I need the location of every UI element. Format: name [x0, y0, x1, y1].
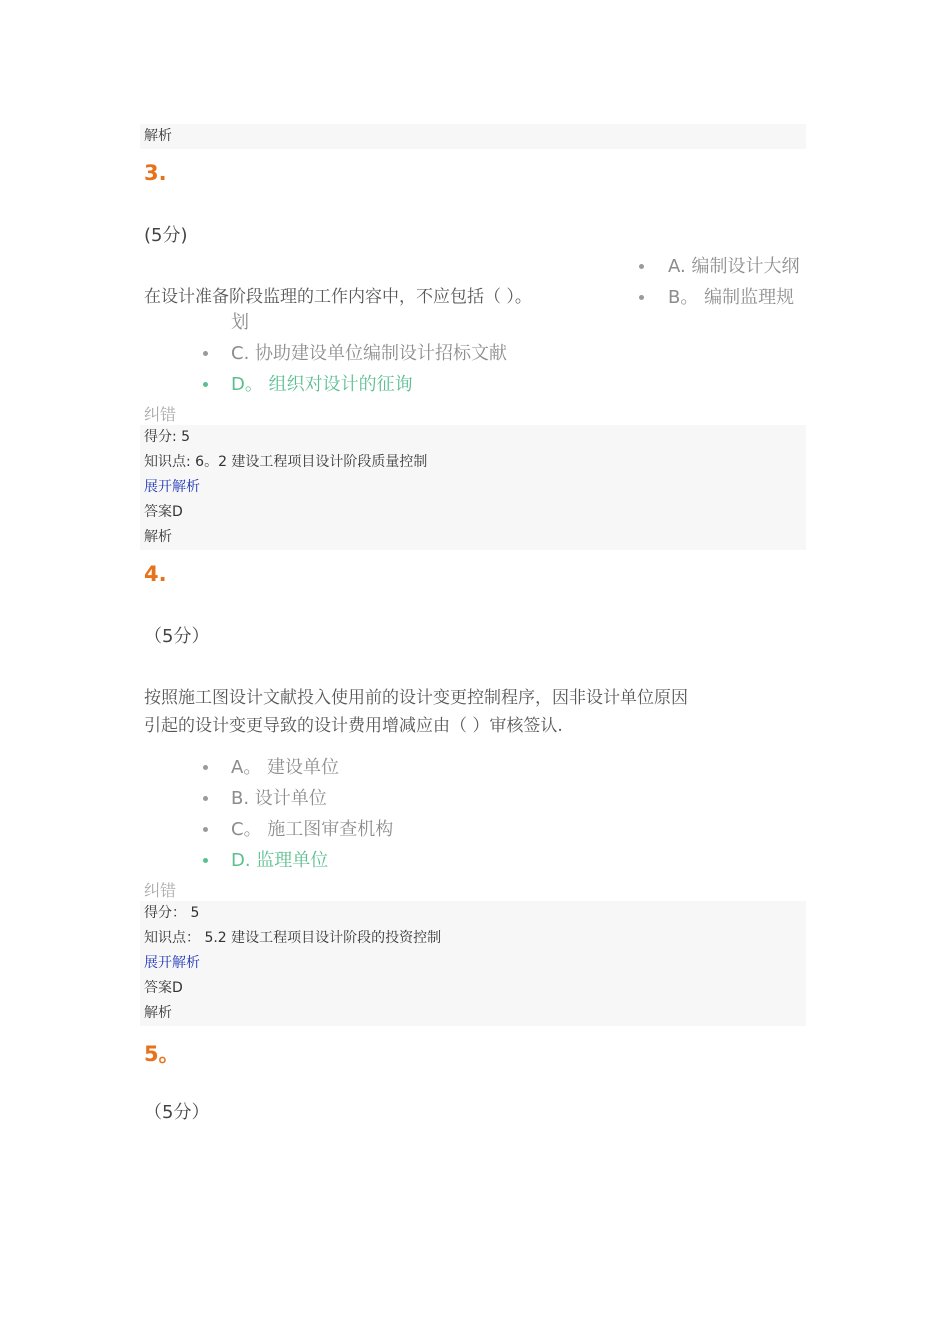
option-d[interactable]: D。 组织对设计的征询	[231, 374, 413, 395]
analysis-panel-prev	[140, 124, 806, 149]
result-panel	[140, 425, 806, 550]
score-text: 得分: 5	[144, 429, 191, 445]
bullet-icon	[639, 264, 644, 269]
expand-analysis-link[interactable]: 展开解析	[144, 479, 200, 495]
question-number: 3.	[144, 161, 167, 185]
question-number: 5。	[144, 1042, 180, 1066]
analysis-label: 解析	[144, 128, 172, 144]
bullet-icon	[203, 858, 208, 863]
question-score: （5分）	[144, 1102, 210, 1123]
question-stem-line-1: 按照施工图设计文献投入使用前的设计变更控制程序，因非设计单位原因	[144, 688, 688, 708]
question-score: （5分）	[144, 626, 210, 647]
analysis-label: 解析	[144, 529, 172, 545]
option-c[interactable]: C。 施工图审查机构	[231, 819, 394, 840]
knowledge-point: 知识点: 6。2 建设工程项目设计阶段质量控制	[144, 454, 428, 470]
bullet-icon	[639, 295, 644, 300]
bullet-icon	[203, 827, 208, 832]
analysis-label: 解析	[144, 1005, 172, 1021]
option-a[interactable]: A. 编制设计大纲	[668, 256, 800, 277]
option-d[interactable]: D. 监理单位	[231, 850, 329, 871]
question-score: (5分)	[144, 225, 188, 246]
score-text: 得分： 5	[144, 905, 200, 921]
bullet-icon	[203, 796, 208, 801]
result-panel	[140, 901, 806, 1026]
option-b[interactable]: B。 编制监理规	[668, 287, 795, 308]
question-stem: 在设计准备阶段监理的工作内容中，不应包括（ ）。	[144, 287, 532, 307]
expand-analysis-link[interactable]: 展开解析	[144, 955, 200, 971]
option-c[interactable]: C. 协助建设单位编制设计招标文献	[231, 343, 508, 364]
answer-text: 答案D	[144, 980, 183, 996]
report-error-link[interactable]: 纠错	[144, 405, 177, 424]
answer-text: 答案D	[144, 504, 183, 520]
question-stem-line-2: 引起的设计变更导致的设计费用增减应由（ ）审核签认.	[144, 716, 563, 736]
option-b[interactable]: B. 设计单位	[231, 788, 327, 809]
bullet-icon	[203, 351, 208, 356]
question-number: 4.	[144, 562, 167, 586]
option-a[interactable]: A。 建设单位	[231, 757, 340, 778]
report-error-link[interactable]: 纠错	[144, 881, 177, 900]
bullet-icon	[203, 765, 208, 770]
option-b-continued[interactable]: 划	[231, 312, 249, 333]
bullet-icon	[203, 382, 208, 387]
knowledge-point: 知识点： 5.2 建设工程项目设计阶段的投资控制	[144, 930, 442, 946]
